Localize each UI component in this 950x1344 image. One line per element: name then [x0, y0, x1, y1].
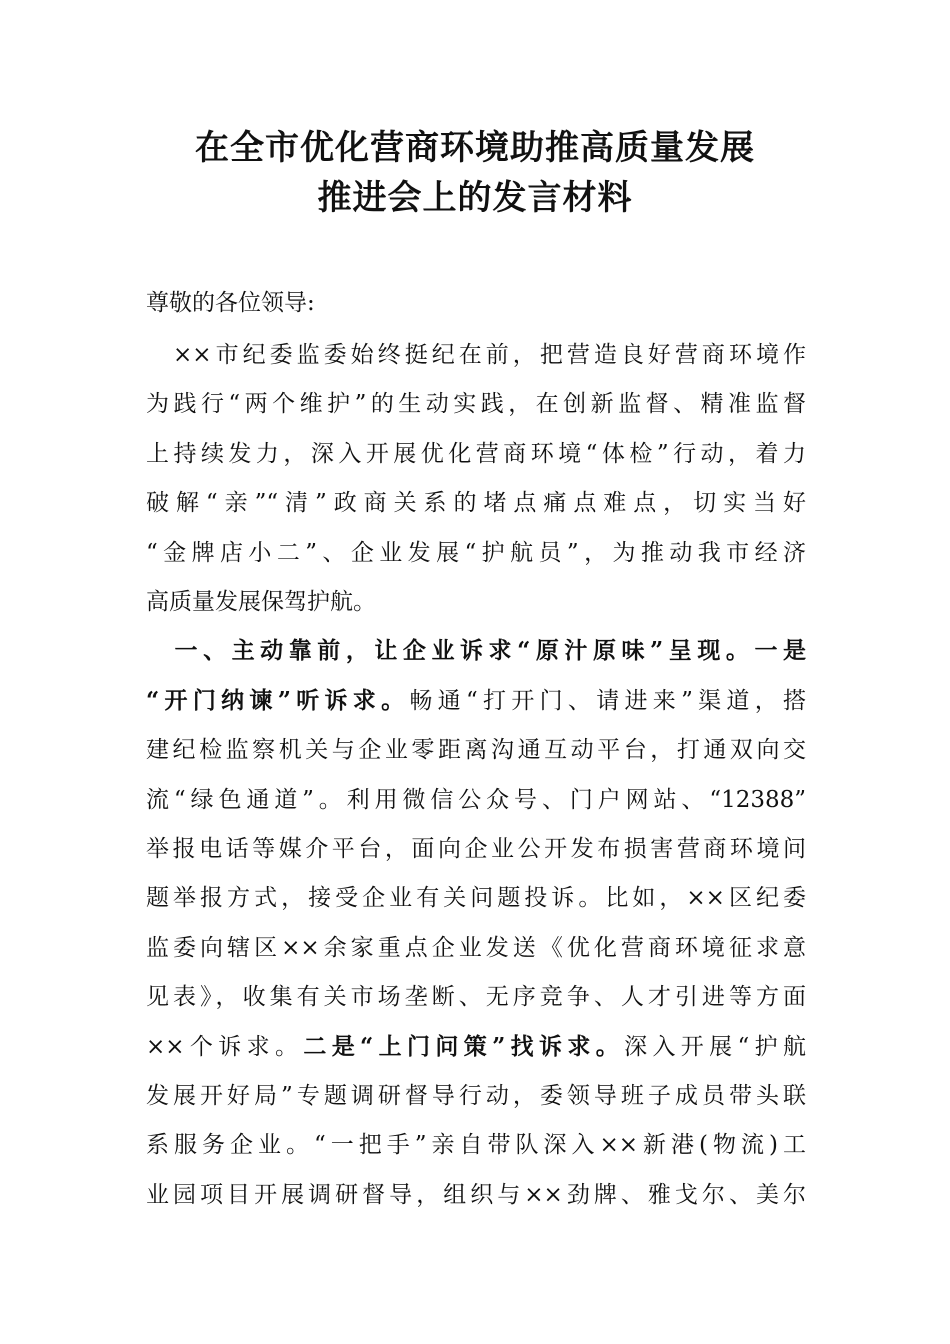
body-line [146, 1178, 806, 1212]
text-span: “金牌店小二”、企业发展“护航员”，为推动我市经济 [146, 540, 806, 566]
body-line [146, 585, 806, 619]
text-span: 破解“亲”“清”政商关系的堵点痛点难点，切实当好 [146, 490, 806, 516]
bold-text-span: 一、主动靠前，让企业诉求“原汁原味”呈现。一是 [146, 637, 806, 664]
body-line [146, 684, 806, 718]
text-span: ××个诉求。 [146, 1034, 304, 1060]
salutation: 尊敬的各位领导: [146, 290, 315, 316]
document-title-line-1: 在全市优化营商环境助推高质量发展 [195, 128, 755, 168]
body-line [146, 1079, 806, 1113]
body-line [146, 783, 806, 817]
text-span: 发展开好局”专题调研督导行动，委领导班子成员带头联 [146, 1083, 806, 1109]
text-span: 高质量发展保驾护航。 [146, 589, 376, 615]
text-span: 畅通“打开门、请进来”渠道，搭 [409, 688, 806, 714]
body-line [146, 733, 806, 767]
text-span: ××市纪委监委始终挺纪在前，把营造良好营商环境作 [146, 342, 806, 368]
body-line [146, 931, 806, 965]
text-span: 见表》，收集有关市场垄断、无序竞争、人才引进等方面 [146, 984, 806, 1010]
body-line [146, 881, 806, 915]
text-span: 题举报方式，接受企业有关问题投诉。比如，××区纪委 [146, 885, 806, 911]
text-span: 系服务企业。“一把手”亲自带队深入××新港(物流)工 [146, 1132, 806, 1158]
text-span: 深入开展“护航 [624, 1034, 806, 1060]
body-line [146, 1128, 806, 1162]
body-line [146, 634, 806, 668]
body-line [146, 832, 806, 866]
body-line [146, 437, 806, 471]
body-line [146, 338, 806, 372]
body-line [146, 1030, 806, 1064]
document-title-line-2: 推进会上的发言材料 [317, 178, 633, 218]
text-span: 流“绿色通道”。利用微信公众号、门户网站、“12388” [146, 787, 806, 813]
text-span: 建纪检监察机关与企业零距离沟通互动平台，打通双向交 [146, 737, 806, 763]
text-span: 业园项目开展调研督导，组织与××劲牌、雅戈尔、美尔 [146, 1182, 806, 1208]
body-line [146, 980, 806, 1014]
text-span: 监委向辖区××余家重点企业发送《优化营商环境征求意 [146, 935, 806, 961]
bold-text-span: 二是“上门问策”找诉求。 [303, 1033, 625, 1060]
body-line [146, 536, 806, 570]
text-span: 上持续发力，深入开展优化营商环境“体检”行动，着力 [146, 441, 806, 467]
body-line [146, 486, 806, 520]
text-span: 举报电话等媒介平台，面向企业公开发布损害营商环境问 [146, 836, 806, 862]
bold-text-span: “开门纳谏”听诉求。 [146, 687, 410, 714]
text-span: 为践行“两个维护”的生动实践，在创新监督、精准监督 [146, 391, 806, 417]
body-line [146, 387, 806, 421]
